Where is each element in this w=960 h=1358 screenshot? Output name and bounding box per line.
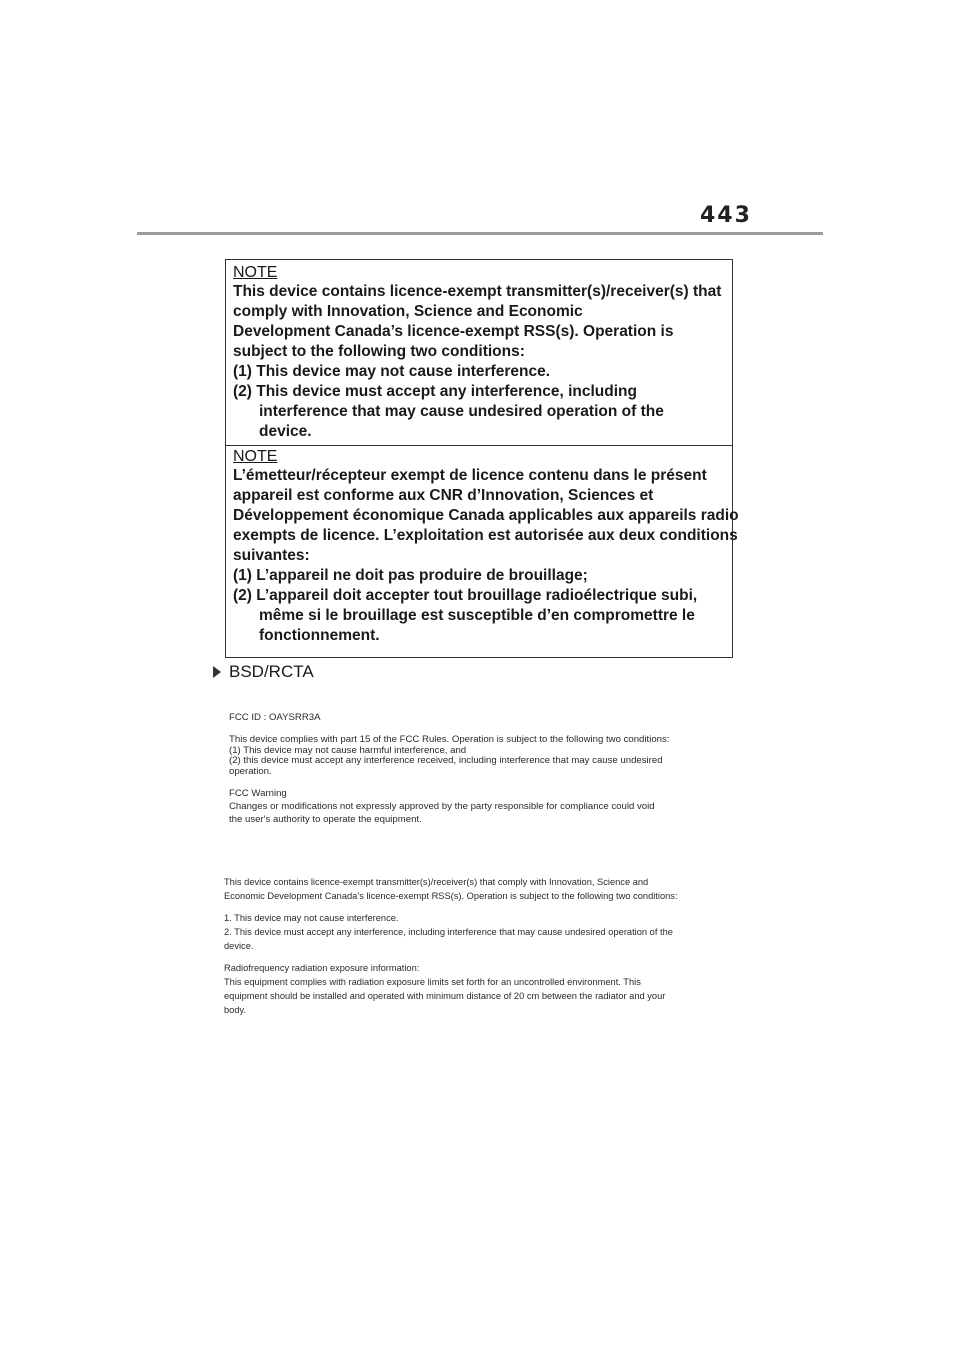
fcc-line: the user's authority to operate the equipment. [229,813,422,825]
section-heading-label: BSD/RCTA [229,662,314,681]
triangle-bullet-icon [213,666,221,678]
note-line: interference that may cause undesired operation of the [259,403,664,420]
note-line: appareil est conforme aux CNR d’Innovation, Sciences et [233,487,654,504]
note-line: comply with Innovation, Science and Economic [233,303,583,320]
fcc-id: FCC ID : OAYSRR3A [229,712,321,723]
note-line: device. [259,423,312,440]
note-line: (2) L’appareil doit accepter tout brouillage radioélectrique subi, [233,587,698,604]
fcc-label-block [229,713,749,826]
note-table [225,259,739,658]
fcc-line: This device complies with part 15 of the FCC Rules. Operation is subject to the following two conditions: [229,733,670,745]
note-line: fonctionnement. [259,627,380,644]
page-number: 443 [700,203,752,228]
fcc-line: (2) this device must accept any interference received, including interference that may cause undesired [229,755,663,767]
note-line: This device contains licence-exempt transmitter(s)/receiver(s) that [233,283,722,300]
note-line: L’émetteur/récepteur exempt de licence contenu dans le présent [233,467,707,484]
fcc-line: (1) This device may not cause harmful interference, and [229,744,467,756]
note-english [226,260,732,444]
note-line: exempts de licence. L’exploitation est autorisée aux deux conditions [233,527,738,544]
ised-line: device. [224,941,254,951]
note-line: subject to the following two conditions: [233,343,525,360]
note-title: NOTE [233,448,278,465]
ised-line: 2. This device must accept any interference, including interference that may cause undesired operation of the [224,927,673,937]
header-rule [137,232,823,235]
fcc-warning-title: FCC Warning [229,787,287,799]
note-line: (2) This device must accept any interference, including [233,383,637,400]
section-heading [213,662,314,682]
ised-label-block [224,875,744,1017]
note-line: même si le brouillage est susceptible d’en compromettre le [259,607,695,624]
fcc-line: Changes or modifications not expressly approved by the party responsible for compliance could void [229,800,655,812]
fcc-line: operation. [229,766,272,778]
ised-line: 1. This device may not cause interference. [224,913,399,923]
note-title: NOTE [233,264,278,281]
ised-line: This device contains licence-exempt transmitter(s)/receiver(s) that comply with Innovation, Science and [224,877,649,887]
note-line: Développement économique Canada applicables aux appareils radio [233,507,739,524]
ised-line: body. [224,1005,247,1015]
ised-line: equipment should be installed and operated with minimum distance of 20 cm between the radiator and your [224,991,666,1001]
ised-line: This equipment complies with radiation exposure limits set forth for an uncontrolled environment. This [224,977,641,987]
note-line: suivantes: [233,547,310,564]
ised-line: Radiofrequency radiation exposure information: [224,963,420,973]
ised-line: Economic Development Canada’s licence-exempt RSS(s). Operation is subject to the following two conditions: [224,891,678,901]
note-french [226,445,739,657]
note-line: Development Canada’s licence-exempt RSS(s). Operation is [233,323,674,340]
note-line: (1) This device may not cause interference. [233,363,551,380]
note-line: (1) L’appareil ne doit pas produire de brouillage; [233,567,588,584]
